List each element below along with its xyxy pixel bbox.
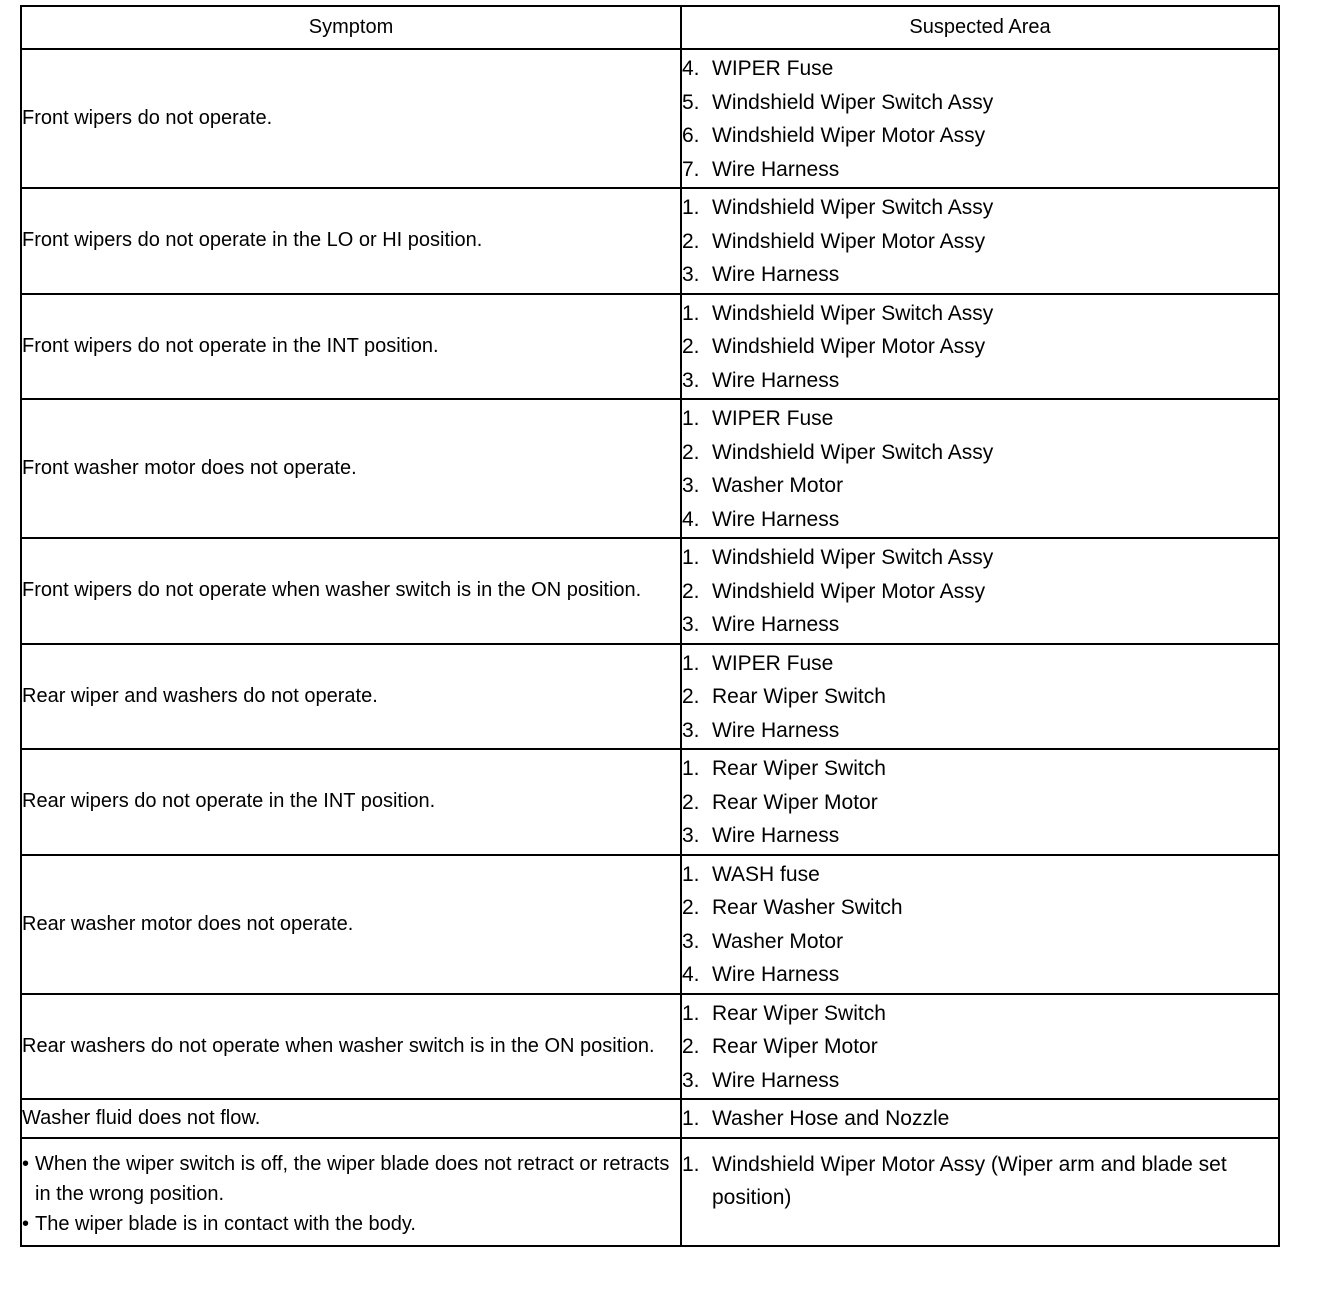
- suspected-area-cell: [681, 1099, 1279, 1138]
- suspected-area-item: [682, 1030, 1278, 1064]
- item-text: Rear Wiper Motor: [712, 1035, 878, 1058]
- suspected-area-cell: [681, 49, 1279, 188]
- symptom-cell: Rear wiper and washers do not operate.: [21, 644, 681, 750]
- suspected-area-item: [682, 608, 1278, 642]
- symptom-cell: Washer fluid does not flow.: [21, 1099, 681, 1138]
- item-number: 2.: [682, 790, 700, 814]
- suspected-area-item: [682, 1064, 1278, 1098]
- item-number: 1.: [682, 407, 700, 430]
- item-number: 1.: [682, 301, 700, 325]
- item-text: Wire Harness: [712, 368, 840, 392]
- item-number: 2.: [682, 685, 700, 708]
- suspected-area-cell: [681, 538, 1279, 644]
- suspected-area-cell: [681, 188, 1279, 294]
- table-row-retract: [21, 1138, 1279, 1246]
- symptom-cell: Front washer motor does not operate.: [21, 399, 681, 538]
- item-number: 1.: [682, 1152, 700, 1176]
- header-symptom: Symptom: [21, 6, 681, 49]
- item-text: Windshield Wiper Motor Assy: [712, 335, 986, 358]
- item-number: 1.: [682, 546, 700, 569]
- symptom-cell: Front wipers do not operate when washer switch is in the ON position.: [21, 538, 681, 644]
- item-text: Rear Wiper Switch: [712, 685, 886, 708]
- suspected-area-item: [682, 680, 1278, 714]
- item-text: Windshield Wiper Motor Assy: [712, 229, 986, 253]
- troubleshooting-table: [20, 5, 1280, 1247]
- suspected-area-cell: [681, 644, 1279, 750]
- item-number: 1.: [682, 651, 700, 675]
- symptom-cell: Front wipers do not operate.: [21, 49, 681, 188]
- suspected-area-item: [682, 225, 1278, 259]
- table-row: [21, 1099, 1279, 1138]
- suspected-area-item: [682, 752, 1278, 786]
- item-text: Rear Wiper Switch: [712, 757, 886, 780]
- suspected-area-list: [682, 50, 1278, 187]
- suspected-area-list: [682, 295, 1278, 399]
- symptom-cell: [21, 1138, 681, 1246]
- item-text: Windshield Wiper Switch Assy: [712, 196, 994, 219]
- item-number: 3.: [682, 929, 700, 953]
- table-row: [21, 399, 1279, 538]
- suspected-area-item: [682, 52, 1278, 86]
- item-number: 2.: [682, 440, 700, 464]
- suspected-area-cell: [681, 994, 1279, 1100]
- suspected-area-item: [682, 364, 1278, 398]
- suspected-area-item: [682, 258, 1278, 292]
- item-text: WIPER Fuse: [712, 651, 834, 675]
- item-number: 2.: [682, 579, 700, 603]
- suspected-area-item: [682, 330, 1278, 364]
- item-number: 3.: [682, 263, 700, 286]
- table-row: [21, 188, 1279, 294]
- item-text: Rear Wiper Switch: [712, 1001, 886, 1025]
- item-text: Washer Motor: [712, 929, 844, 953]
- item-number: 4.: [682, 507, 700, 531]
- suspected-area-list: [682, 539, 1278, 643]
- item-number: 2.: [682, 896, 700, 919]
- suspected-area-item: [682, 997, 1278, 1031]
- item-number: 3.: [682, 613, 700, 636]
- suspected-area-item: [682, 647, 1278, 681]
- item-number: 1.: [682, 862, 700, 886]
- suspected-area-list: [682, 645, 1278, 749]
- item-text: Windshield Wiper Motor Assy: [712, 124, 986, 147]
- item-number: 3.: [682, 824, 700, 847]
- table-row: [21, 749, 1279, 855]
- suspected-area-list: [682, 400, 1278, 537]
- suspected-area-item: [682, 1102, 1278, 1136]
- item-number: 6.: [682, 124, 700, 147]
- suspected-area-item: [682, 541, 1278, 575]
- suspected-area-item: [682, 786, 1278, 820]
- item-text: Windshield Wiper Switch Assy: [712, 301, 994, 325]
- item-number: 4.: [682, 57, 700, 80]
- item-text: Wire Harness: [712, 263, 840, 286]
- item-text: WIPER Fuse: [712, 407, 834, 430]
- suspected-area-item: [682, 819, 1278, 853]
- table-row: [21, 294, 1279, 400]
- item-number: 7.: [682, 157, 700, 181]
- item-text: Windshield Wiper Switch Assy: [712, 440, 994, 464]
- table-row: [21, 538, 1279, 644]
- suspected-area-list: [682, 750, 1278, 854]
- item-number: 3.: [682, 474, 700, 497]
- item-text: Windshield Wiper Motor Assy: [712, 579, 986, 603]
- table-row: [21, 49, 1279, 188]
- item-number: 3.: [682, 368, 700, 392]
- item-text: Wire Harness: [712, 718, 840, 742]
- item-text: Wire Harness: [712, 824, 840, 847]
- suspected-area-cell: [681, 399, 1279, 538]
- table-header-row: [21, 6, 1279, 49]
- item-text: Wire Harness: [712, 963, 840, 986]
- item-number: 3.: [682, 1068, 700, 1092]
- suspected-area-cell: [681, 855, 1279, 994]
- suspected-area-item: [682, 575, 1278, 609]
- symptom-cell: Rear washer motor does not operate.: [21, 855, 681, 994]
- item-number: 1.: [682, 1001, 700, 1025]
- suspected-area-item: [682, 958, 1278, 992]
- suspected-area-item: [682, 402, 1278, 436]
- item-number: 3.: [682, 718, 700, 742]
- item-text: WIPER Fuse: [712, 57, 834, 80]
- item-number: 5.: [682, 90, 700, 114]
- suspected-area-item: [682, 503, 1278, 537]
- symptom-bullet: • When the wiper switch is off, the wiper blade does not retract or retracts in the wrong position.: [22, 1149, 680, 1209]
- suspected-area-cell: [681, 1138, 1279, 1246]
- item-number: 1.: [682, 757, 700, 780]
- suspected-area-item: [682, 191, 1278, 225]
- item-text: Wire Harness: [712, 613, 840, 636]
- item-text: Wire Harness: [712, 507, 840, 531]
- symptom-cell: Rear washers do not operate when washer switch is in the ON position.: [21, 994, 681, 1100]
- table-row: [21, 644, 1279, 750]
- suspected-area-list: [682, 189, 1278, 293]
- item-number: 2.: [682, 229, 700, 253]
- item-number: 2.: [682, 335, 700, 358]
- suspected-area-item: [682, 119, 1278, 153]
- item-number: 2.: [682, 1035, 700, 1058]
- item-text: Windshield Wiper Switch Assy: [712, 90, 994, 114]
- suspected-area-item: [682, 891, 1278, 925]
- item-text: Washer Motor: [712, 474, 844, 497]
- symptom-cell: Rear wipers do not operate in the INT position.: [21, 749, 681, 855]
- suspected-area-item: [682, 858, 1278, 892]
- suspected-area-item: [682, 153, 1278, 187]
- header-suspected-area: Suspected Area: [681, 6, 1279, 49]
- item-text: Rear Washer Switch: [712, 896, 903, 919]
- item-number: 4.: [682, 963, 700, 986]
- item-text: Windshield Wiper Switch Assy: [712, 546, 994, 569]
- suspected-area-item: [682, 469, 1278, 503]
- table-body: [21, 49, 1279, 1246]
- suspected-area-list: [682, 1100, 1278, 1137]
- table-row: [21, 994, 1279, 1100]
- item-number: 1.: [682, 1107, 700, 1130]
- suspected-area-cell: [681, 294, 1279, 400]
- item-text: Washer Hose and Nozzle: [712, 1107, 950, 1130]
- symptom-cell: Front wipers do not operate in the LO or HI position.: [21, 188, 681, 294]
- item-number: 1.: [682, 196, 700, 219]
- item-text: Wire Harness: [712, 157, 840, 181]
- suspected-area-cell: [681, 749, 1279, 855]
- item-text: Windshield Wiper Motor Assy (Wiper arm and blade set position): [712, 1152, 1227, 1209]
- suspected-area-list: [682, 995, 1278, 1099]
- symptom-bullet: • The wiper blade is in contact with the body.: [22, 1209, 680, 1239]
- suspected-area-item: [682, 297, 1278, 331]
- suspected-area-list: [682, 1146, 1278, 1216]
- suspected-area-item: [682, 714, 1278, 748]
- suspected-area-item: [682, 436, 1278, 470]
- item-text: WASH fuse: [712, 862, 820, 886]
- suspected-area-list: [682, 856, 1278, 993]
- suspected-area-item: [682, 86, 1278, 120]
- item-text: Wire Harness: [712, 1068, 840, 1092]
- symptom-cell: Front wipers do not operate in the INT position.: [21, 294, 681, 400]
- table-row: [21, 855, 1279, 994]
- item-text: Rear Wiper Motor: [712, 790, 878, 814]
- symptom-bullet-list: [22, 1149, 680, 1239]
- suspected-area-item: [682, 1148, 1278, 1215]
- suspected-area-item: [682, 925, 1278, 959]
